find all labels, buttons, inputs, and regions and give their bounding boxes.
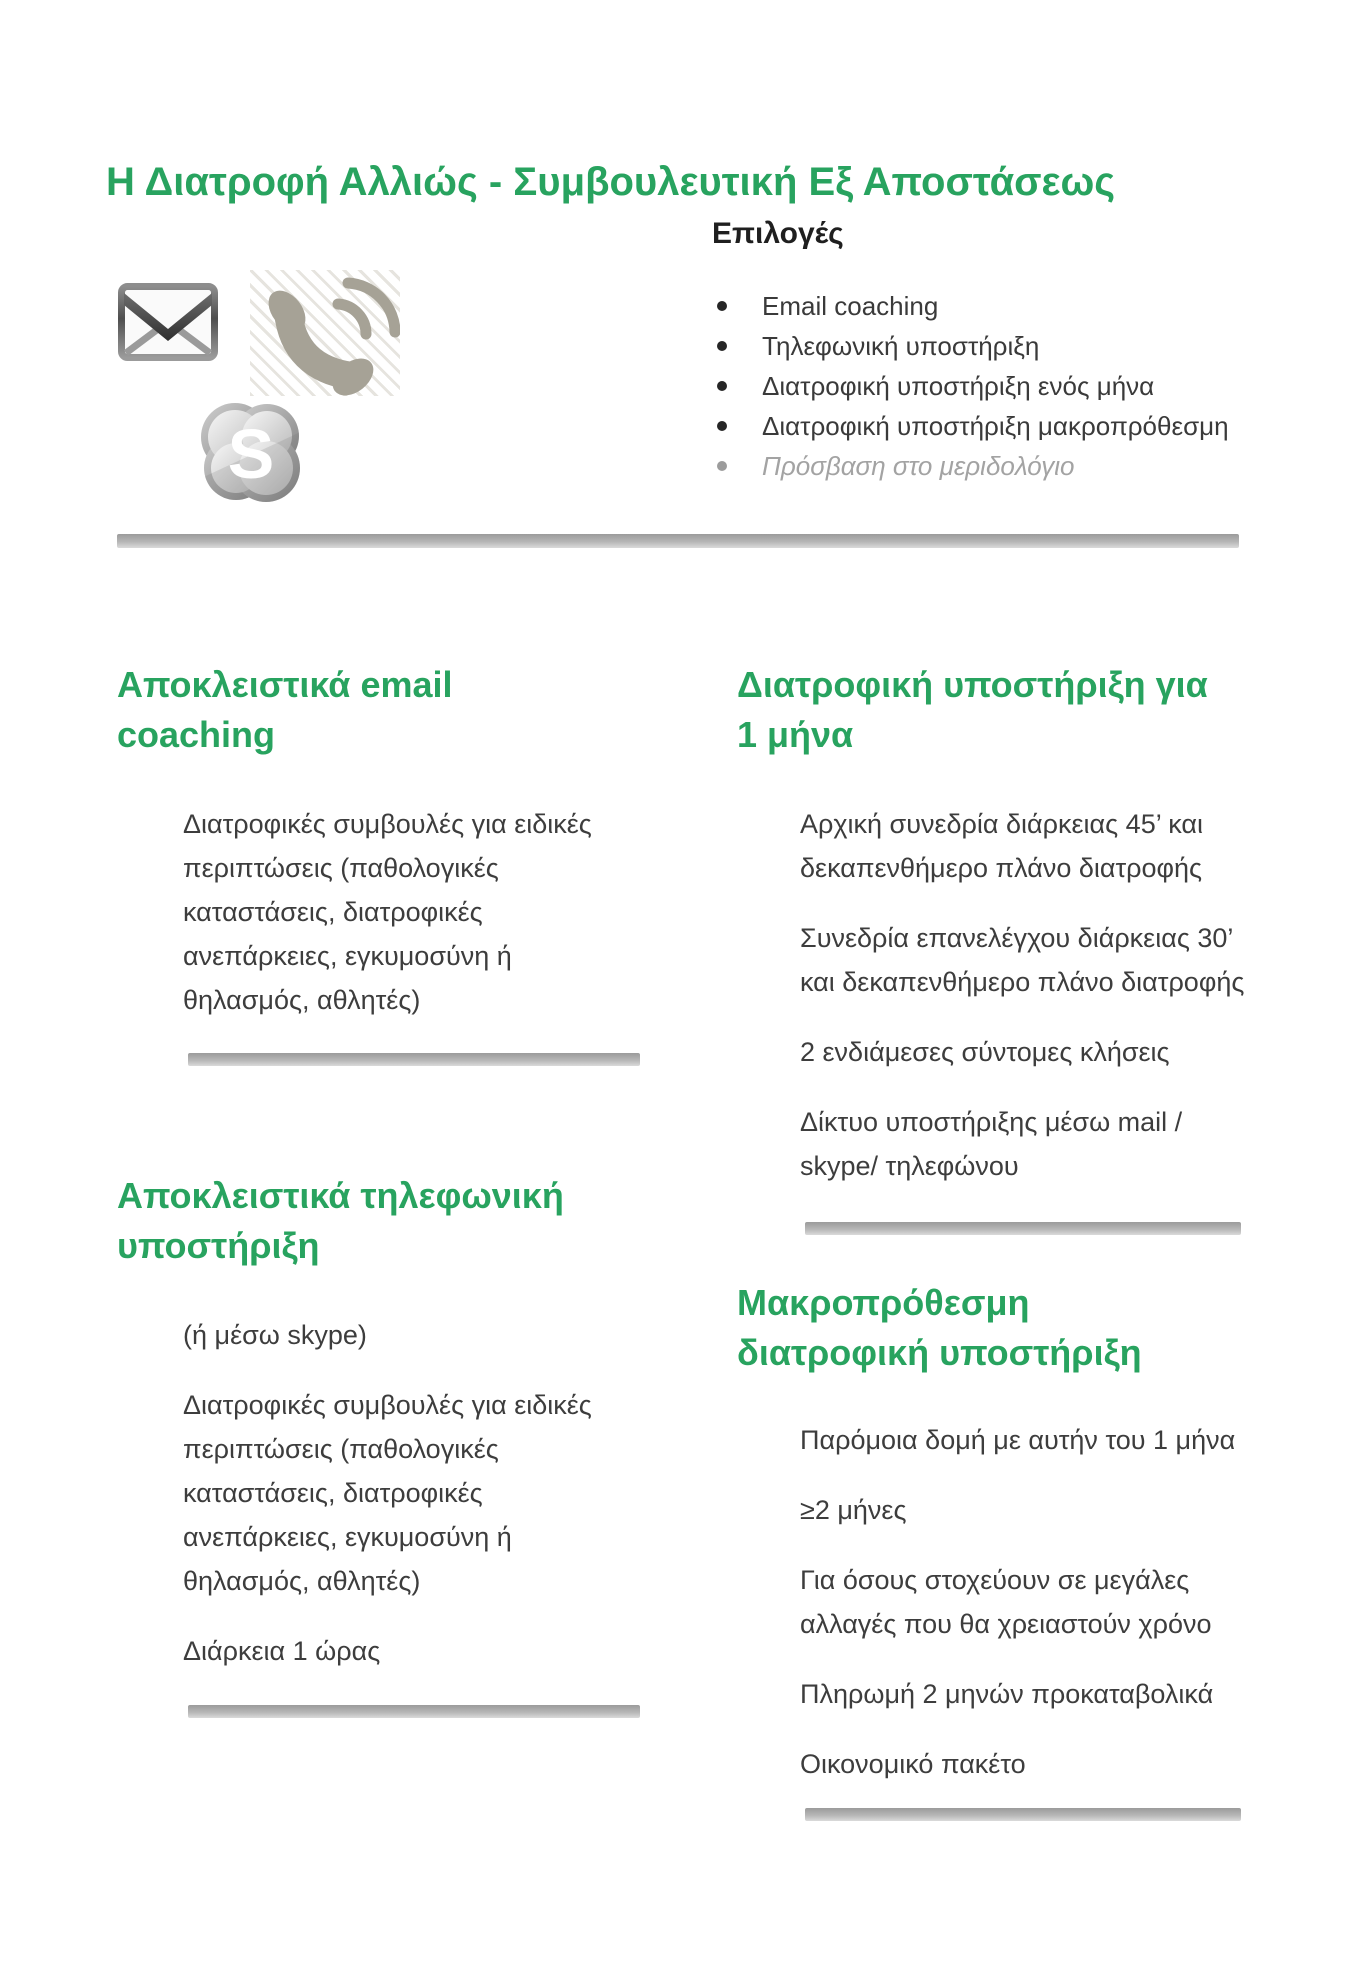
heading-line: Διατροφική υποστήριξη για [737, 664, 1208, 705]
options-item-one-month-support [712, 366, 1247, 406]
horizontal-divider-right-1 [805, 1222, 1241, 1235]
section-body [183, 1313, 628, 1673]
section-body [183, 802, 628, 1022]
options-item-portion-guide-access [712, 446, 1247, 486]
heading-line: υποστήριξη [117, 1225, 320, 1266]
options-panel [712, 216, 1247, 486]
skype-letter: S [227, 415, 275, 493]
bullet-icon [717, 381, 727, 391]
paragraph: Οικονομικό πακέτο [800, 1749, 1026, 1779]
skype-icon [195, 395, 307, 509]
section-one-month-support [737, 660, 1252, 1214]
heading-line: 1 μήνα [737, 714, 854, 755]
options-heading: Επιλογές [712, 217, 844, 250]
options-item-label: Διατροφική υποστήριξη μακροπρόθεσμη [762, 411, 1229, 441]
horizontal-divider-left-1 [188, 1053, 640, 1066]
heading-line: Αποκλειστικά email [117, 664, 453, 705]
paragraph: Για όσους στοχεύουν σε μεγάλες αλλαγές που θα χρειαστούν χρόνο [800, 1565, 1212, 1639]
paragraph: ≥2 μήνες [800, 1495, 907, 1525]
options-item-label: Τηλεφωνική υποστήριξη [762, 331, 1040, 361]
paragraph: Διατροφικές συμβουλές για ειδικές περιπτώσεις (παθολογικές καταστάσεις, διατροφικές ανεπάρκειες, εγκυμοσύνη ή θηλασμός, αθλητές) [183, 809, 592, 1015]
heading-line: διατροφική υποστήριξη [737, 1332, 1142, 1373]
bullet-icon [717, 421, 727, 431]
section-body [800, 802, 1260, 1188]
bullet-icon [717, 341, 727, 351]
bullet-icon [717, 301, 727, 311]
section-heading [737, 1278, 1252, 1378]
section-body [800, 1418, 1260, 1786]
bullet-icon [717, 461, 727, 471]
heading-line: Αποκλειστικά τηλεφωνική [117, 1175, 564, 1216]
page-title: Η Διατροφή Αλλιώς - Συμβουλευτική Εξ Αποστάσεως [106, 159, 1116, 204]
paragraph: Δίκτυο υποστήριξης μέσω mail / skype/ τηλεφώνου [800, 1107, 1183, 1181]
options-item-label: Πρόσβαση στο μεριδολόγιο [762, 451, 1075, 481]
paragraph: Παρόμοια δομή με αυτήν του 1 μήνα [800, 1425, 1236, 1455]
paragraph: (ή μέσω skype) [183, 1320, 367, 1350]
section-long-term-support [737, 1278, 1252, 1812]
options-item-long-term-support [712, 406, 1247, 446]
heading-line: coaching [117, 714, 276, 755]
paragraph: Συνεδρία επανελέγχου διάρκειας 30’ και δεκαπενθήμερο πλάνο διατροφής [800, 923, 1245, 997]
options-list [712, 286, 1247, 486]
heading-line: Μακροπρόθεσμη [737, 1282, 1030, 1323]
paragraph: Διάρκεια 1 ώρας [183, 1636, 381, 1666]
paragraph: 2 ενδιάμεσες σύντομες κλήσεις [800, 1037, 1170, 1067]
section-phone-support [117, 1171, 657, 1699]
options-item-email-coaching [712, 286, 1247, 326]
phone-icon [250, 270, 400, 396]
horizontal-divider-left-2 [188, 1705, 640, 1718]
section-heading [737, 660, 1252, 760]
options-item-label: Email coaching [762, 291, 939, 321]
paragraph: Αρχική συνεδρία διάρκειας 45’ και δεκαπενθήμερο πλάνο διατροφής [800, 809, 1203, 883]
paragraph: Πληρωμή 2 μηνών προκαταβολικά [800, 1679, 1214, 1709]
section-heading [117, 660, 657, 760]
email-icon [118, 283, 218, 361]
options-item-label: Διατροφική υποστήριξη ενός μήνα [762, 371, 1155, 401]
section-email-coaching [117, 660, 657, 1048]
options-item-phone-support [712, 326, 1247, 366]
horizontal-divider-top [117, 534, 1239, 548]
section-heading [117, 1171, 657, 1271]
paragraph: Διατροφικές συμβουλές για ειδικές περιπτώσεις (παθολογικές καταστάσεις, διατροφικές ανεπάρκειες, εγκυμοσύνη ή θηλασμός, αθλητές) [183, 1390, 592, 1596]
